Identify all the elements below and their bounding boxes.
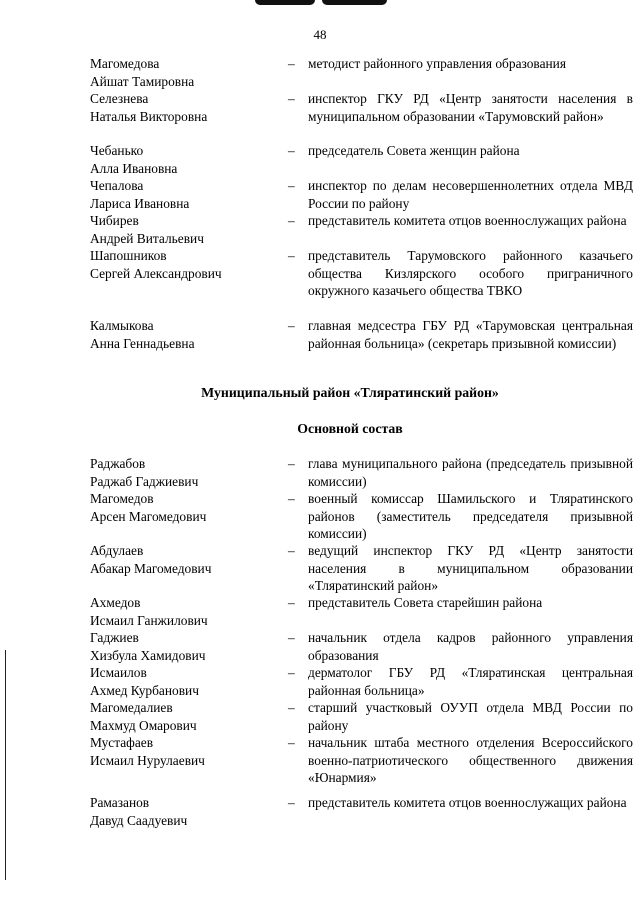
dash: – [288,630,295,645]
member-row [0,212,640,247]
member-surname: Ахмедов [90,595,141,610]
member-surname: Исмаилов [90,665,147,680]
scan-margin-line [5,650,6,880]
member-list-tarumovsky [0,55,640,369]
member-row [0,699,640,734]
member-given-name: Исмаил Ганжилович [90,612,208,628]
subsection-title: Основной состав [297,421,403,436]
member-role: начальник отдела кадров районного управления образования [308,630,633,663]
member-surname: Раджабов [90,456,146,471]
member-role: инспектор ГКУ РД «Центр занятости населения в муниципальном образовании «Тарумовский район» [308,91,633,124]
dash: – [288,56,295,71]
dash: – [288,91,295,106]
member-row [0,177,640,212]
member-given-name: Исмаил Нурулаевич [90,752,205,768]
member-row [0,317,640,369]
member-surname: Магомедалиев [90,700,173,715]
dash: – [288,143,295,158]
dash: – [288,248,295,263]
scan-artifact [322,0,387,5]
member-role: ведущий инспектор ГКУ РД «Центр занятости населения в муниципальном образовании «Тляратинский район» [308,543,633,593]
section-title: Муниципальный район «Тляратинский район» [201,385,499,400]
member-role: методист районного управления образования [308,56,566,71]
dash: – [288,665,295,680]
member-surname: Абдулаев [90,543,144,558]
member-role: дерматолог ГБУ РД «Тляратинская центральная районная больница» [308,665,633,698]
member-surname: Магомедов [90,491,154,506]
member-surname: Шапошников [90,248,167,263]
member-row [0,664,640,699]
member-role: глава муниципального района (председатель призывной комиссии) [308,456,633,489]
member-row [0,594,640,629]
dash: – [288,595,295,610]
member-given-name: Айшат Тамировна [90,73,195,89]
member-given-name: Ахмед Курбанович [90,682,199,698]
member-row [0,90,640,142]
member-role: военный комиссар Шамильского и Тляратинского районов (заместитель председателя призывной комиссии) [308,491,633,541]
member-role: главная медсестра ГБУ РД «Тарумовская центральная районная больница» (секретарь призывной комиссии) [308,318,633,351]
member-given-name: Арсен Магомедович [90,508,207,524]
member-role: старший участковый ОУУП отдела МВД России по району [308,700,633,733]
member-given-name: Махмуд Омарович [90,717,197,733]
member-surname: Чебанько [90,143,144,158]
member-given-name: Раджаб Гаджиевич [90,473,199,489]
dash: – [288,543,295,558]
member-surname: Рамазанов [90,795,150,810]
member-row [0,455,640,490]
member-role: председатель Совета женщин района [308,143,520,158]
dash: – [288,700,295,715]
member-surname: Гаджиев [90,630,139,645]
member-role: представитель Тарумовского районного казачьего общества Кизлярского особого пригpaничного окружного казачьего общества ТВКО [308,248,633,298]
member-surname: Чепалова [90,178,144,193]
member-row [0,55,640,90]
member-surname: Магомедова [90,56,160,71]
member-row [0,142,640,177]
member-row [0,490,640,542]
member-list-tlyaratinsky [0,455,640,829]
member-given-name: Андрей Витальевич [90,230,204,246]
member-surname: Мустафаев [90,735,154,750]
member-given-name: Абакар Магомедович [90,560,212,576]
member-role: инспектор по делам несовершеннолетних отдела МВД России по району [308,178,633,211]
member-given-name: Алла Ивановна [90,160,178,176]
member-row [0,542,640,594]
member-given-name: Сергей Александрович [90,265,222,281]
member-row [0,629,640,664]
dash: – [288,213,295,228]
member-role: представитель комитета отцов военнослужащих района [308,795,627,810]
member-surname: Чибирев [90,213,139,228]
member-row [0,247,640,317]
member-given-name: Хизбула Хамидович [90,647,206,663]
member-surname: Калмыкова [90,318,154,333]
dash: – [288,318,295,333]
dash: – [288,456,295,471]
member-role: представитель Совета старейшин района [308,595,543,610]
member-row [0,794,640,829]
scan-artifact [255,0,315,5]
member-given-name: Анна Геннадьевна [90,335,195,351]
dash: – [288,795,295,810]
dash: – [288,735,295,750]
page-number: 48 [313,27,327,42]
member-given-name: Лариса Ивановна [90,195,190,211]
member-role: начальник штаба местного отделения Всероссийского военно-патриотического общественного движения «Юнармия» [308,735,633,785]
member-role: представитель комитета отцов военнослужащих района [308,213,627,228]
dash: – [288,491,295,506]
member-given-name: Наталья Викторовна [90,108,208,124]
member-row [0,734,640,786]
member-surname: Селезнева [90,91,149,106]
dash: – [288,178,295,193]
member-given-name: Давуд Саадуевич [90,812,188,828]
